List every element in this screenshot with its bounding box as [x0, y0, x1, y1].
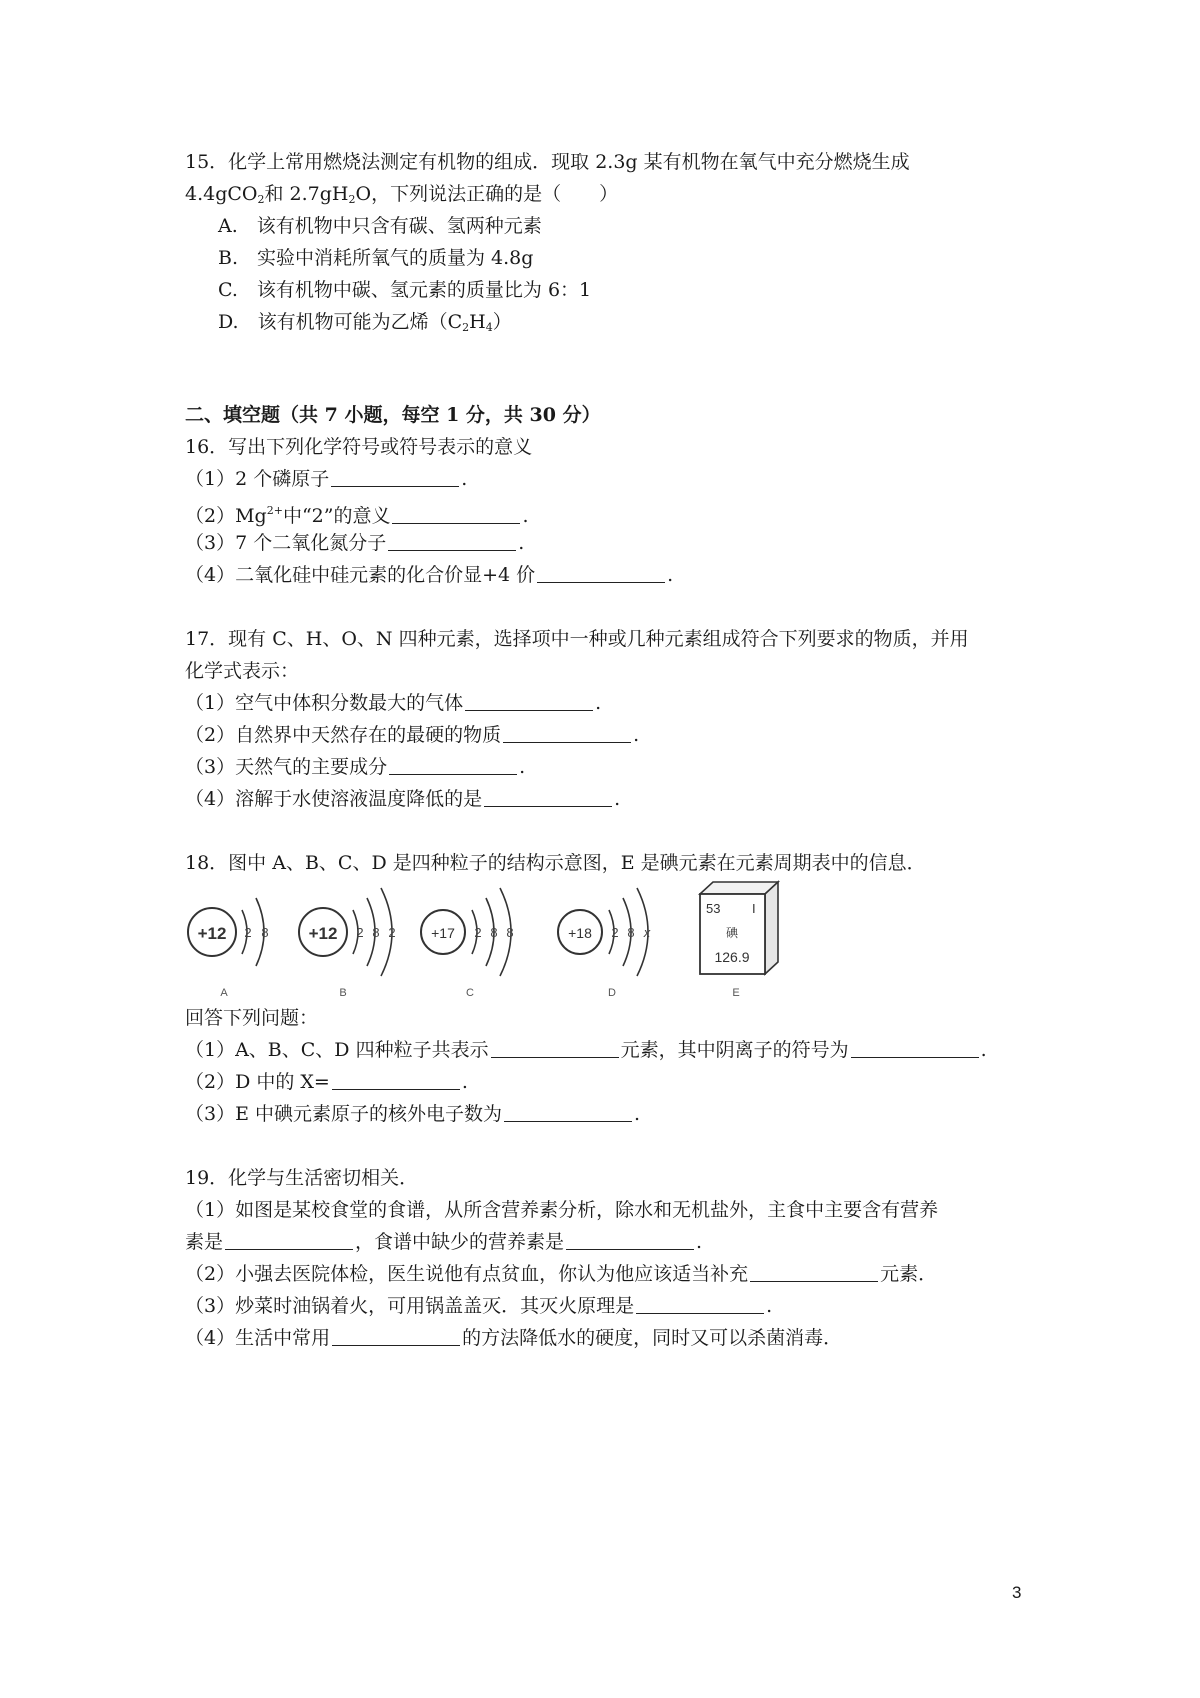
section-heading: 二、填空题（共 7 小题，每空 1 分，共 30 分） [185, 404, 601, 426]
q19-item-1-line1: （1）如图是某校食堂的食谱，从所含营养素分析，除水和无机盐外，主食中主要含有营养 [185, 1199, 939, 1221]
answer-blank[interactable] [636, 1295, 764, 1314]
atom-d [558, 888, 651, 999]
q17-item-2: （2）自然界中天然存在的最硬的物质 . [185, 724, 640, 746]
answer-blank[interactable] [332, 1327, 460, 1346]
iodine-element-cell [700, 882, 778, 999]
answer-blank[interactable] [503, 724, 631, 743]
answer-blank[interactable] [225, 1231, 353, 1250]
nucleus-charge: +12 [197, 924, 227, 943]
svg-text:2: 2 [474, 925, 482, 940]
atom-b [299, 888, 396, 999]
q18-item-2: （2）D 中的 X= . [185, 1071, 468, 1093]
q19-item-4: （4）生活中常用 的方法降低水的硬度，同时又可以杀菌消毒． [185, 1327, 843, 1349]
atom-label: C [466, 987, 474, 999]
svg-text:8: 8 [627, 925, 635, 940]
atom-structure-diagram [180, 880, 820, 1005]
q19-item-1-line2: 素是 ，食谱中缺少的营养素是 . [185, 1231, 703, 1253]
svg-text:2: 2 [244, 925, 252, 940]
q15-option-b: B. 实验中消耗所氧气的质量为 4.8g [218, 247, 534, 269]
answer-blank[interactable] [332, 1071, 460, 1090]
answer-blank[interactable] [389, 756, 517, 775]
svg-text:x: x [643, 925, 651, 940]
q16-item-1: （1）2 个磷原子 . [185, 468, 468, 490]
atomic-mass: 126.9 [714, 949, 750, 965]
element-name: 碘 [725, 926, 739, 940]
nucleus-charge: +17 [431, 925, 455, 941]
answer-blank[interactable] [851, 1039, 979, 1058]
answer-blank[interactable] [537, 564, 665, 583]
answer-blank[interactable] [331, 468, 459, 487]
atom-c [421, 888, 514, 999]
q17-item-1: （1）空气中体积分数最大的气体 . [185, 692, 602, 714]
q17-item-4: （4）溶解于水使溶液温度降低的是 . [185, 788, 621, 810]
atom-a [188, 898, 269, 999]
nucleus-charge: +12 [308, 924, 338, 943]
q15-stem-line1: 15．化学上常用燃烧法测定有机物的组成．现取 2.3g 某有机物在氧气中充分燃烧生成 [185, 151, 910, 173]
q17-stem-line1: 17．现有 C、H、O、N 四种元素，选择项中一种或几种元素组成符合下列要求的物质，并用 [185, 628, 969, 650]
q19-item-2: （2）小强去医院体检，医生说他有点贫血，你认为他应该适当补充 元素． [185, 1263, 938, 1285]
svg-text:2: 2 [356, 925, 364, 940]
q15-option-a: A. 该有机物中只含有碳、氢两种元素 [218, 215, 542, 237]
element-label: E [732, 987, 740, 999]
svg-text:8: 8 [372, 925, 380, 940]
svg-text:8: 8 [506, 925, 514, 940]
answer-blank[interactable] [504, 1103, 632, 1122]
q16-item-4: （4）二氧化硅中硅元素的化合价显+4 价 . [185, 564, 674, 586]
q18-item-1: （1）A、B、C、D 四种粒子共表示 元素，其中阴离子的符号为 . [185, 1039, 987, 1061]
svg-text:2: 2 [611, 925, 619, 940]
answer-blank[interactable] [566, 1231, 694, 1250]
q18-stem: 18．图中 A、B、C、D 是四种粒子的结构示意图，E 是碘元素在元素周期表中的信息． [185, 852, 926, 874]
answer-blank[interactable] [388, 532, 516, 551]
svg-text:2: 2 [388, 925, 396, 940]
q16-title: 16．写出下列化学符号或符号表示的意义 [185, 436, 533, 458]
atomic-number: 53 [706, 901, 721, 916]
q18-prompt: 回答下列问题： [185, 1007, 319, 1029]
q16-item-2: $(2)Mg^{2+}$中“2”的意义 . [185, 504, 529, 527]
q16-item-3: （3）7 个二氧化氮分子 . [185, 532, 525, 554]
answer-blank[interactable] [465, 692, 593, 711]
q15-option-d: D. 该有机物可能为乙烯$(C_2H_4)$ [218, 311, 512, 334]
svg-text:8: 8 [490, 925, 498, 940]
q18-item-3: （3）E 中碘元素原子的核外电子数为 . [185, 1103, 641, 1125]
svg-text:8: 8 [261, 925, 269, 940]
q19-item-3: （3）炒菜时油锅着火，可用锅盖盖灭．其灭火原理是 . [185, 1295, 773, 1317]
answer-blank[interactable] [392, 505, 520, 524]
atom-label: A [220, 987, 228, 999]
q15-option-c: C. 该有机物中碳、氢元素的质量比为 6：1 [218, 279, 592, 301]
nucleus-charge: +18 [568, 925, 592, 941]
q15-stem-line2: 4.4gCO$_2$和 $2.7gH_2O$，下列说法正确的是（ ） [185, 183, 619, 206]
page-number: 3 [1012, 1583, 1022, 1602]
q17-stem-line2: 化学式表示： [185, 660, 300, 682]
answer-blank[interactable] [491, 1039, 619, 1058]
q17-item-3: （3）天然气的主要成分 . [185, 756, 526, 778]
atom-label: D [608, 987, 616, 999]
atom-label: B [339, 987, 347, 999]
answer-blank[interactable] [750, 1263, 878, 1282]
q19-title: 19．化学与生活密切相关． [185, 1167, 419, 1189]
answer-blank[interactable] [484, 788, 612, 807]
element-symbol: I [752, 901, 756, 916]
